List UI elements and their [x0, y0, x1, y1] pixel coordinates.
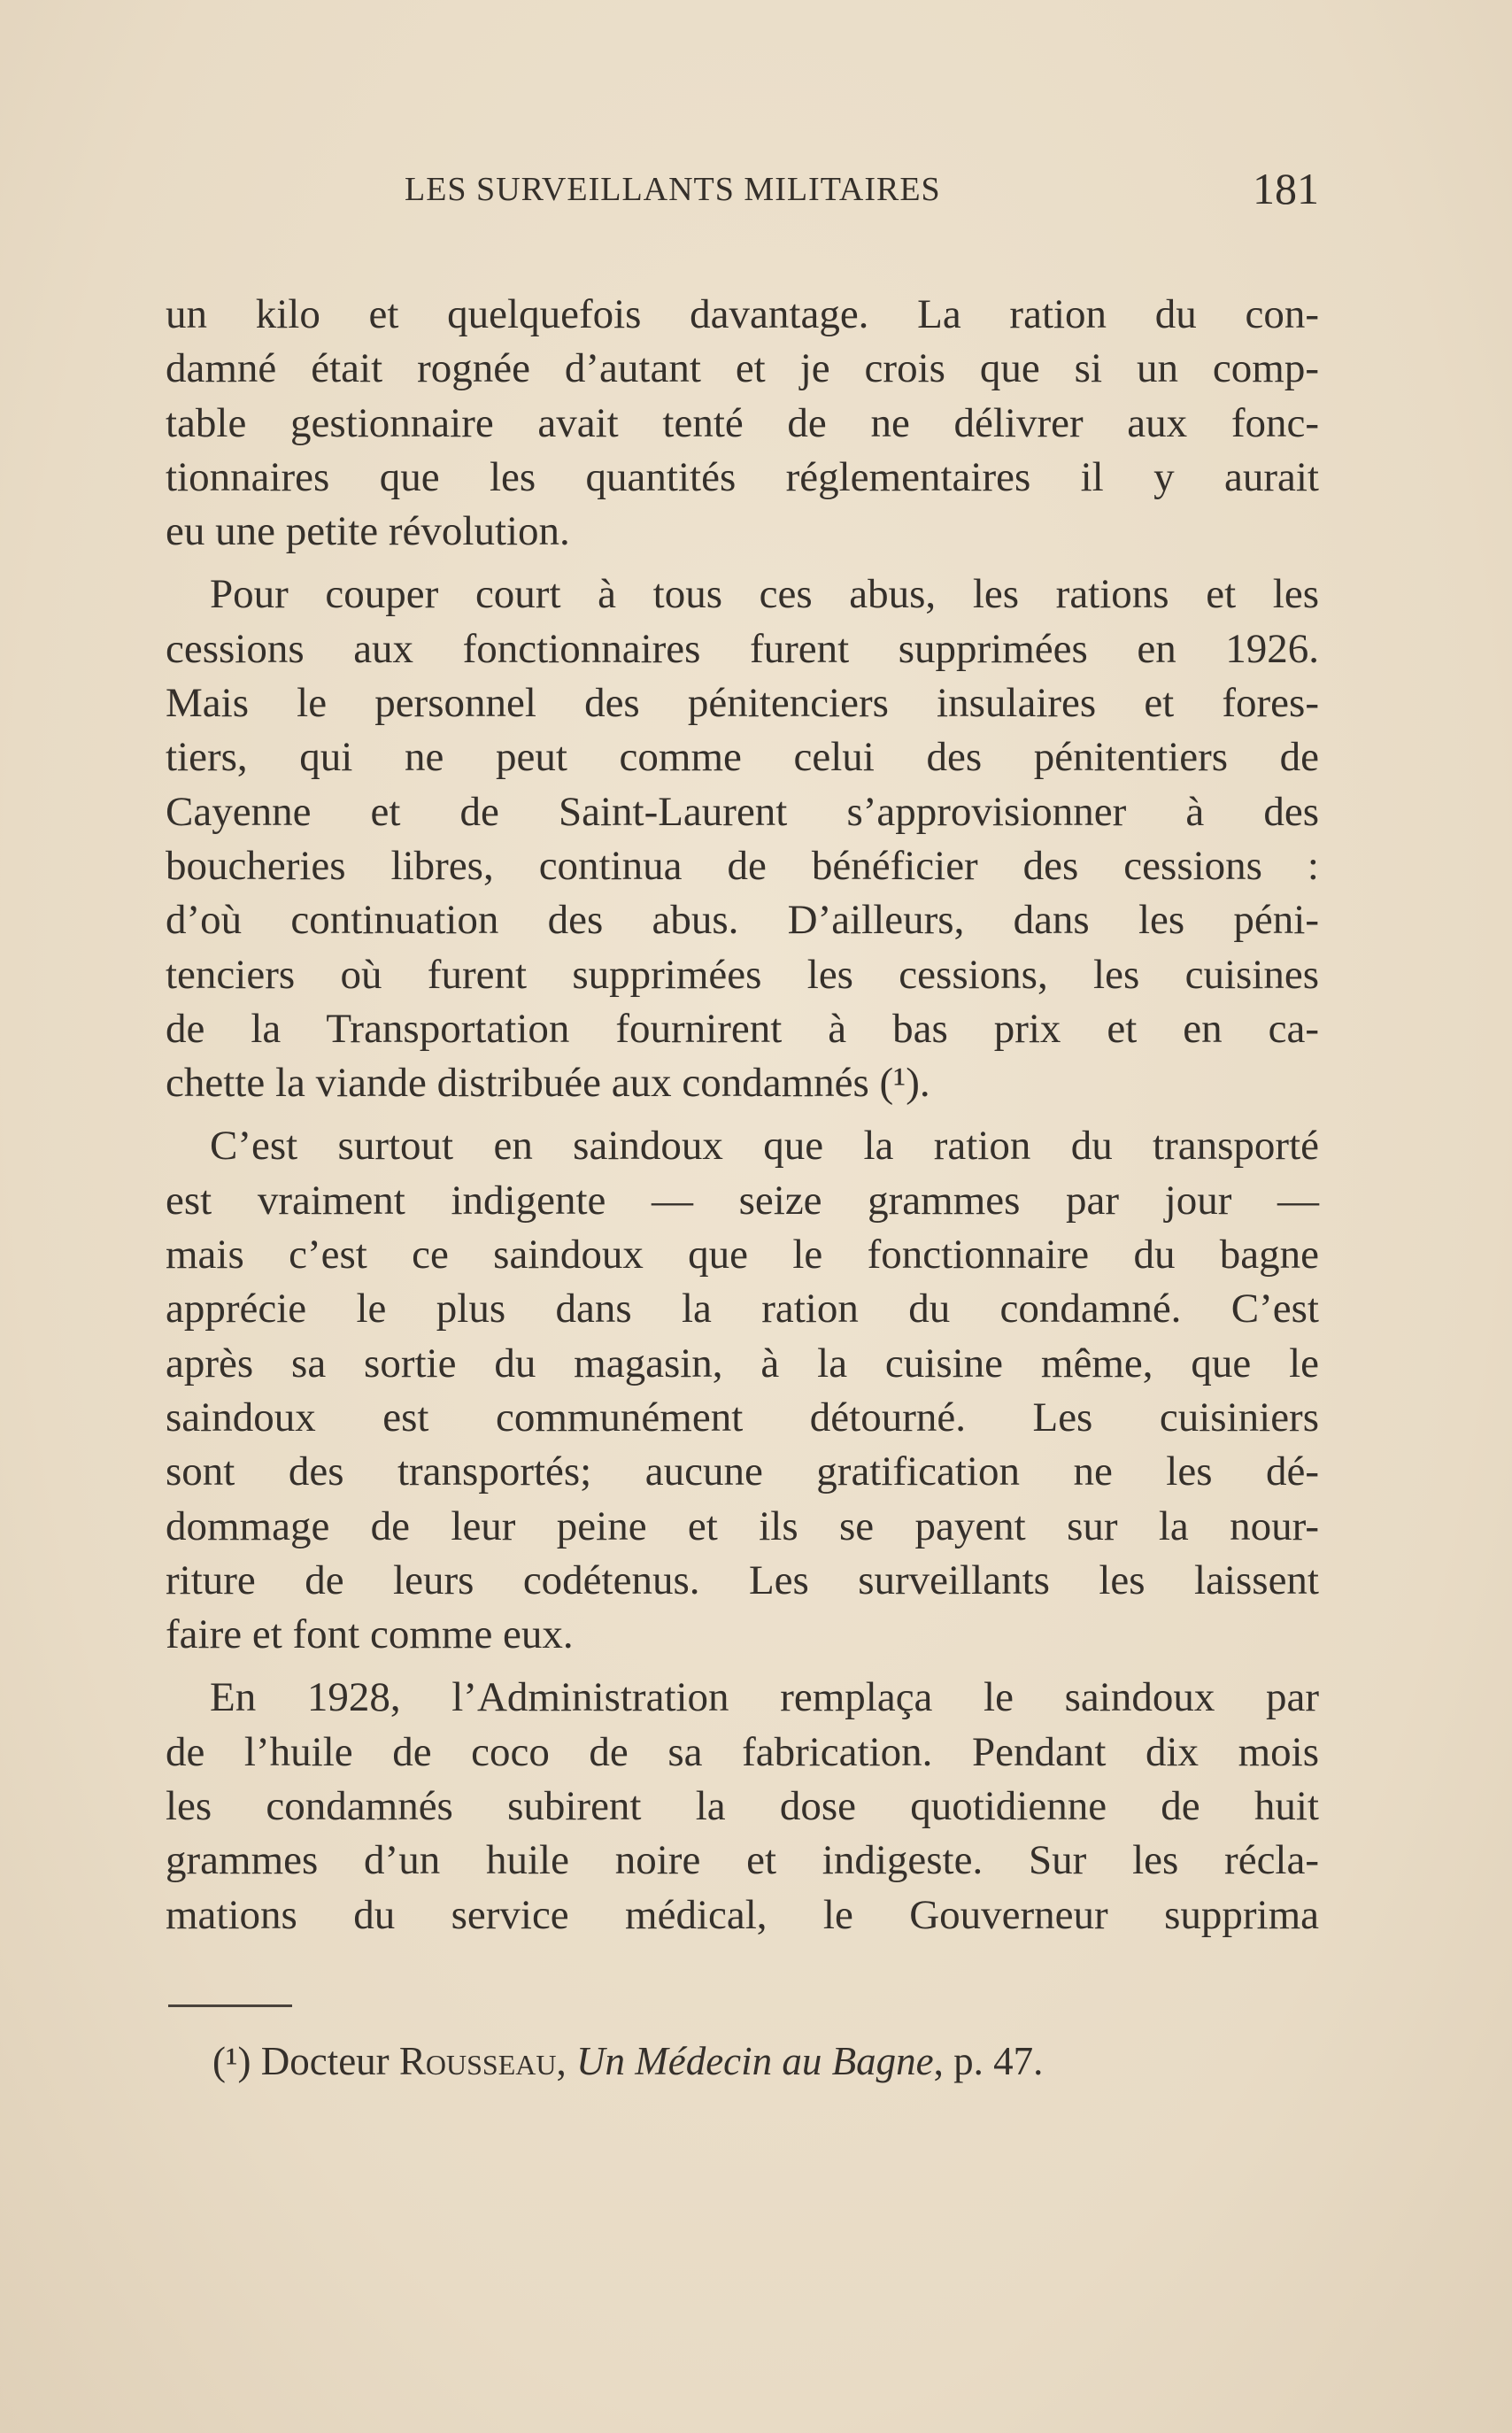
- text-line: Mais le personnel des pénitenciers insulaires et fores-: [166, 680, 1319, 727]
- text-line: eu une petite révolution.: [166, 508, 570, 555]
- text-line: sont des transportés; aucune gratification ne les dé-: [166, 1448, 1319, 1495]
- text-line: En 1928, l’Administration remplaça le saindoux par: [210, 1674, 1319, 1721]
- text-line: après sa sortie du magasin, à la cuisine même, que le: [166, 1340, 1319, 1386]
- text-line: Cayenne et de Saint-Laurent s’approvisionner à des: [166, 788, 1319, 835]
- text-line: C’est surtout en saindoux que la ration du transporté: [210, 1123, 1319, 1170]
- text-line: de la Transportation fournirent à bas prix et en ca-: [166, 1005, 1319, 1052]
- paragraph: [166, 288, 1319, 559]
- text-line: cessions aux fonctionnaires furent supprimées en 1926.: [166, 625, 1319, 672]
- running-title: LES SURVEILLANTS MILITAIRES: [405, 171, 941, 208]
- paragraph: [166, 1671, 1319, 1942]
- footnote-author-prefix: Docteur: [260, 2039, 390, 2083]
- text-line: grammes d’un huile noire et indigeste. Sur les récla-: [166, 1837, 1319, 1884]
- text-line: riture de leurs codétenus. Les surveillants les laissent: [166, 1556, 1319, 1603]
- paragraph: [166, 1119, 1319, 1662]
- text-line: boucheries libres, continua de bénéficier des cessions :: [166, 842, 1319, 889]
- text-line: tiers, qui ne peut comme celui des pénitentiers de: [166, 734, 1319, 781]
- paragraph: [166, 568, 1319, 1110]
- text-line: les condamnés subirent la dose quotidienne de huit: [166, 1783, 1319, 1830]
- footnote: (¹) Docteur Rousseau, Un Médecin au Bagne, p. 47.: [212, 2039, 1044, 2083]
- text-line: saindoux est communément détourné. Les cuisiniers: [166, 1394, 1319, 1440]
- text-line: de l’huile de coco de sa fabrication. Pendant dix mois: [166, 1728, 1319, 1775]
- text-line: tenciers où furent supprimées les cessions, les cuisines: [166, 951, 1319, 998]
- text-line: est vraiment indigente — seize grammes par jour —: [166, 1177, 1319, 1224]
- text-line: tionnaires que les quantités réglementaires il y aurait: [166, 453, 1319, 500]
- text-line: apprécie le plus dans la ration du condamné. C’est: [166, 1286, 1319, 1332]
- text-line: mations du service médical, le Gouverneur supprima: [166, 1891, 1319, 1938]
- footnote-author: Rousseau: [398, 2039, 557, 2083]
- text-line: mais c’est ce saindoux que le fonctionnaire du bagne: [166, 1232, 1319, 1278]
- text-line: dommage de leur peine et ils se payent sur la nour-: [166, 1502, 1319, 1549]
- footnote-ref: , p. 47.: [933, 2039, 1044, 2083]
- text-line: Pour couper court à tous ces abus, les rations et les: [210, 571, 1319, 618]
- text-line: d’où continuation des abus. D’ailleurs, dans les péni-: [166, 897, 1319, 944]
- footnote-marker: (¹): [212, 2039, 251, 2083]
- text-line: table gestionnaire avait tenté de ne délivrer aux fonc-: [166, 399, 1319, 446]
- footnote-rule: [168, 2004, 292, 2007]
- running-header: [166, 166, 1319, 220]
- page-number: 181: [1253, 164, 1319, 213]
- text-line: chette la viande distribuée aux condamnés (¹).: [166, 1060, 930, 1107]
- text-line: damné était rognée d’autant et je crois que si un comp-: [166, 345, 1319, 392]
- text-line: un kilo et quelquefois davantage. La ration du con-: [166, 291, 1319, 337]
- footnote-title: Un Médecin au Bagne: [576, 2039, 934, 2083]
- text-line: faire et font comme eux.: [166, 1611, 574, 1658]
- body-text: [166, 288, 1319, 1951]
